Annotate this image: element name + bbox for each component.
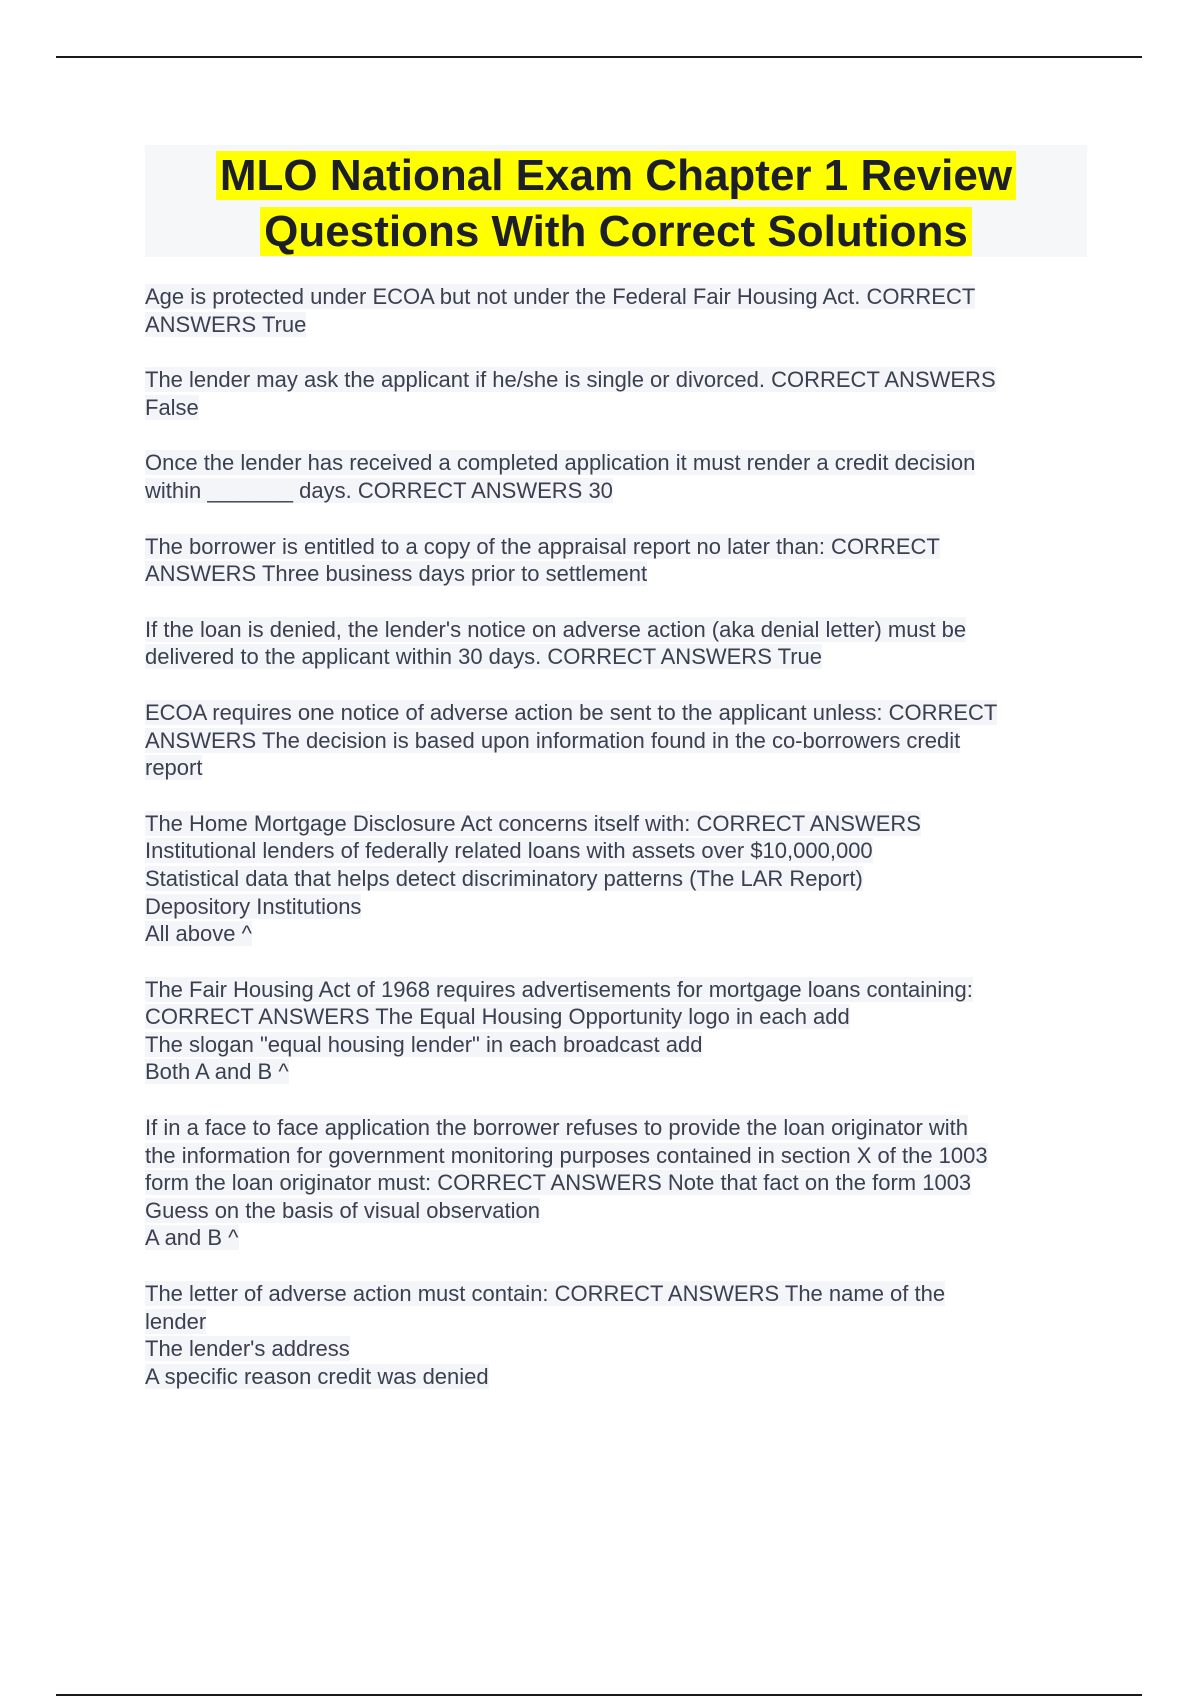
qa-item bbox=[145, 976, 1087, 1086]
qa-item bbox=[145, 533, 1087, 588]
qa-line bbox=[145, 1363, 1087, 1391]
qa-line-text: delivered to the applicant within 30 days. CORRECT ANSWERS True bbox=[145, 644, 823, 670]
title-line-2: Questions With Correct Solutions bbox=[260, 207, 972, 256]
qa-line bbox=[145, 1114, 1087, 1142]
title-line-1: MLO National Exam Chapter 1 Review bbox=[216, 151, 1016, 200]
qa-item bbox=[145, 1114, 1087, 1252]
qa-line-text: Statistical data that helps detect discriminatory patterns (The LAR Report) bbox=[145, 865, 863, 891]
qa-line bbox=[145, 283, 1087, 311]
qa-item bbox=[145, 616, 1087, 671]
qa-line bbox=[145, 643, 1087, 671]
qa-line-text: A and B ^ bbox=[145, 1225, 239, 1251]
qa-line-text: ANSWERS True bbox=[145, 311, 307, 337]
qa-line bbox=[145, 1280, 1087, 1308]
qa-item bbox=[145, 449, 1087, 504]
qa-line-text: The letter of adverse action must contain: CORRECT ANSWERS The name of the bbox=[145, 1281, 946, 1307]
qa-line bbox=[145, 477, 1087, 505]
qa-line bbox=[145, 1308, 1087, 1336]
qa-line-text: If in a face to face application the borrower refuses to provide the loan originator with bbox=[145, 1115, 969, 1141]
qa-line bbox=[145, 699, 1087, 727]
qa-line bbox=[145, 533, 1087, 561]
qa-line-text: report bbox=[145, 755, 203, 781]
qa-item bbox=[145, 810, 1087, 948]
qa-line-text: Institutional lenders of federally related loans with assets over $10,000,000 bbox=[145, 838, 873, 864]
qa-line bbox=[145, 1197, 1087, 1225]
qa-line-text: The Fair Housing Act of 1968 requires advertisements for mortgage loans containing: bbox=[145, 976, 973, 1002]
qa-line-text: CORRECT ANSWERS The Equal Housing Opportunity logo in each add bbox=[145, 1004, 850, 1030]
qa-line bbox=[145, 810, 1087, 838]
qa-line-text: lender bbox=[145, 1308, 207, 1334]
qa-line-text: within _______ days. CORRECT ANSWERS 30 bbox=[145, 477, 613, 503]
qa-line-text: the information for government monitoring purposes contained in section X of the 1003 bbox=[145, 1142, 988, 1168]
qa-item bbox=[145, 1280, 1087, 1390]
qa-line bbox=[145, 311, 1087, 339]
top-rule bbox=[56, 56, 1142, 58]
qa-line-text: The lender's address bbox=[145, 1336, 350, 1362]
qa-line bbox=[145, 616, 1087, 644]
qa-line-text: form the loan originator must: CORRECT ANSWERS Note that fact on the form 1003 bbox=[145, 1170, 972, 1196]
qa-line bbox=[145, 1003, 1087, 1031]
qa-line-text: ANSWERS Three business days prior to settlement bbox=[145, 561, 648, 587]
bottom-rule bbox=[56, 1694, 1142, 1696]
qa-line bbox=[145, 1335, 1087, 1363]
qa-item bbox=[145, 699, 1087, 782]
qa-line bbox=[145, 560, 1087, 588]
qa-list bbox=[145, 283, 1087, 1418]
qa-line bbox=[145, 976, 1087, 1004]
qa-line bbox=[145, 754, 1087, 782]
qa-line bbox=[145, 394, 1087, 422]
qa-line-text: Guess on the basis of visual observation bbox=[145, 1197, 541, 1223]
qa-line-text: Both A and B ^ bbox=[145, 1059, 289, 1085]
qa-line-text: The Home Mortgage Disclosure Act concerns itself with: CORRECT ANSWERS bbox=[145, 810, 921, 836]
qa-line bbox=[145, 893, 1087, 921]
qa-item bbox=[145, 366, 1087, 421]
qa-line bbox=[145, 727, 1087, 755]
qa-line-text: Age is protected under ECOA but not under the Federal Fair Housing Act. CORRECT bbox=[145, 284, 976, 309]
qa-line-text: If the loan is denied, the lender's notice on adverse action (aka denial letter) must be bbox=[145, 616, 967, 642]
qa-line-text: The borrower is entitled to a copy of the appraisal report no later than: CORRECT bbox=[145, 533, 940, 559]
qa-line-text: Once the lender has received a completed application it must render a credit decision bbox=[145, 450, 976, 476]
qa-line-text: Depository Institutions bbox=[145, 893, 362, 919]
qa-line bbox=[145, 366, 1087, 394]
qa-line bbox=[145, 1169, 1087, 1197]
qa-line bbox=[145, 1031, 1087, 1059]
qa-line-text: The lender may ask the applicant if he/she is single or divorced. CORRECT ANSWERS bbox=[145, 367, 996, 393]
qa-line-text: The slogan "equal housing lender" in each broadcast add bbox=[145, 1031, 703, 1057]
qa-line bbox=[145, 1058, 1087, 1086]
qa-line-text: All above ^ bbox=[145, 921, 252, 947]
qa-line-text: ANSWERS The decision is based upon information found in the co-borrowers credit bbox=[145, 727, 961, 753]
qa-line bbox=[145, 837, 1087, 865]
qa-line bbox=[145, 1224, 1087, 1252]
qa-item bbox=[145, 283, 1087, 338]
page-title bbox=[145, 145, 1087, 260]
qa-line-text: ECOA requires one notice of adverse action be sent to the applicant unless: CORRECT bbox=[145, 699, 998, 725]
qa-line bbox=[145, 449, 1087, 477]
qa-line-text: A specific reason credit was denied bbox=[145, 1363, 489, 1389]
qa-line-text: False bbox=[145, 394, 199, 420]
qa-line bbox=[145, 1142, 1087, 1170]
title-box bbox=[145, 145, 1087, 257]
qa-line bbox=[145, 865, 1087, 893]
qa-line bbox=[145, 920, 1087, 948]
